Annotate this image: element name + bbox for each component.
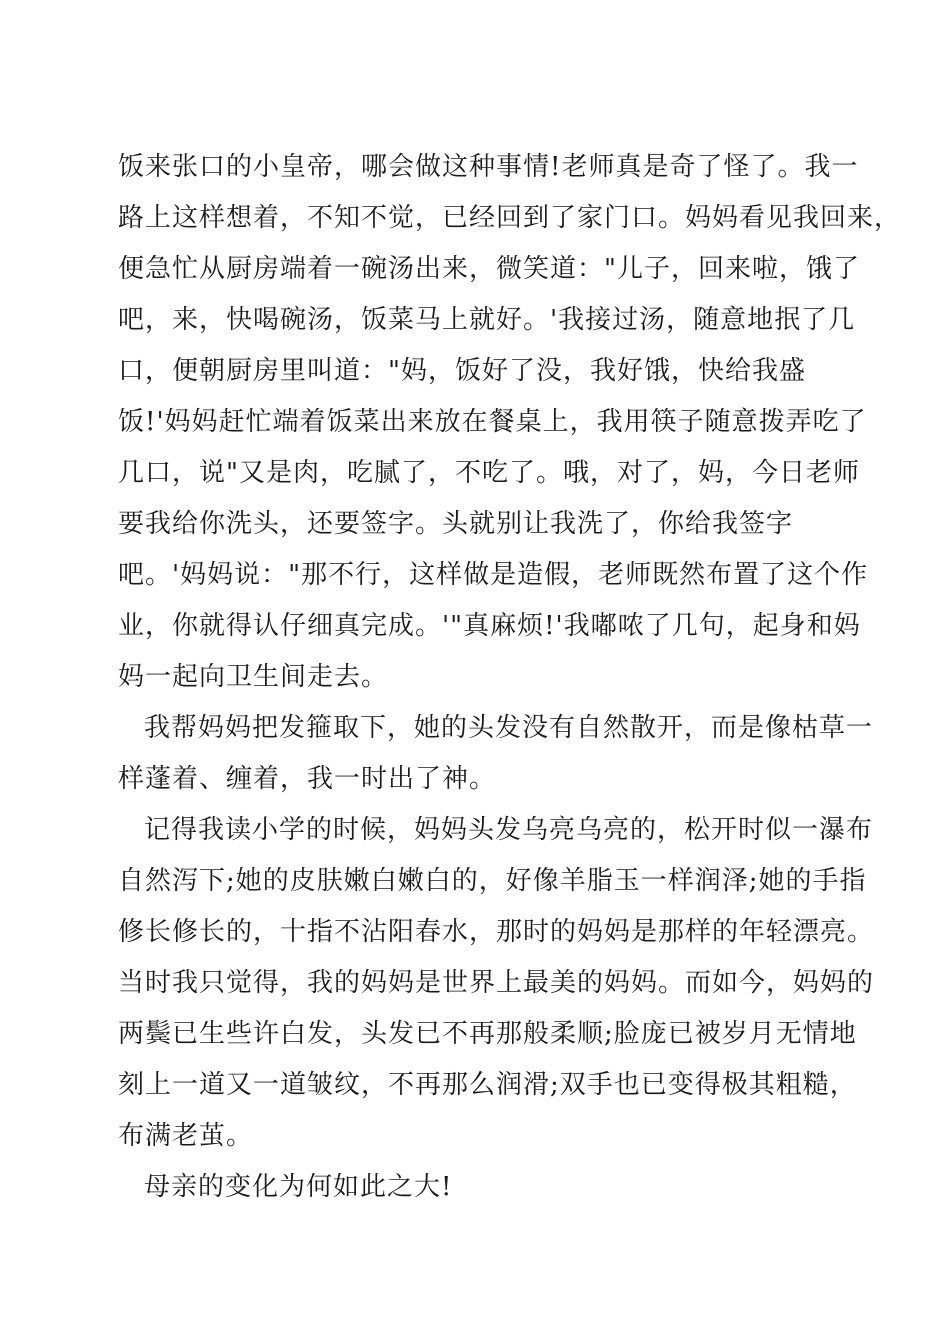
text-line: 吧。'妈妈说："那不行，这样做是造假，老师既然布置了这个作 (118, 560, 869, 590)
text-line: 口，便朝厨房里叫道："妈，饭好了没，我好饿，快给我盛 (118, 356, 806, 386)
text-line: 要我给你洗头，还要签字。头就别让我洗了，你给我签字 (118, 509, 794, 539)
text-line: 路上这样想着，不知不觉，已经回到了家门口。妈妈看见我回来， (118, 203, 902, 233)
text-line: 刻上一道又一道皱纹，不再那么润滑;双手也已变得极其粗糙， (118, 1070, 857, 1100)
text-line: 布满老茧。 (118, 1121, 254, 1151)
paragraph-start-line: 母亲的变化为何如此之大! (144, 1172, 453, 1202)
text-line: 妈一起向卫生间走去。 (118, 662, 389, 692)
text-line: 修长修长的，十指不沾阳春水，那时的妈妈是那样的年轻漂亮。 (118, 917, 875, 947)
text-line: 当时我只觉得，我的妈妈是世界上最美的妈妈。而如今，妈妈的 (118, 968, 875, 998)
text-line: 几口，说"又是肉，吃腻了，不吃了。哦，对了，妈，今日老师 (118, 458, 860, 488)
text-line: 两鬓已生些许白发，头发已不再那般柔顺;脸庞已被岁月无情地 (118, 1019, 857, 1049)
text-line: 吧，来，快喝碗汤，饭菜马上就好。'我接过汤，随意地抿了几 (118, 305, 856, 335)
text-line: 业，你就得认仔细真完成。'"真麻烦!'我嘟哝了几句，起身和妈 (118, 611, 861, 641)
paragraph-start-line: 记得我读小学的时候，妈妈头发乌亮乌亮的，松开时似一瀑布 (144, 815, 874, 845)
text-line: 饭来张口的小皇帝，哪会做这种事情!老师真是奇了怪了。我一 (118, 152, 859, 182)
text-line: 饭!'妈妈赶忙端着饭菜出来放在餐桌上，我用筷子随意拨弄吃了 (118, 407, 867, 437)
text-line: 样蓬着、缠着，我一时出了神。 (118, 764, 497, 794)
body-text (118, 142, 902, 1213)
text-line: 便急忙从厨房端着一碗汤出来，微笑道："儿子，回来啦，饿了 (118, 254, 860, 284)
paragraph-start-line: 我帮妈妈把发箍取下，她的头发没有自然散开，而是像枯草一 (144, 713, 874, 743)
text-line: 自然泻下;她的皮肤嫩白嫩白的，好像羊脂玉一样润泽;她的手指 (118, 866, 867, 896)
